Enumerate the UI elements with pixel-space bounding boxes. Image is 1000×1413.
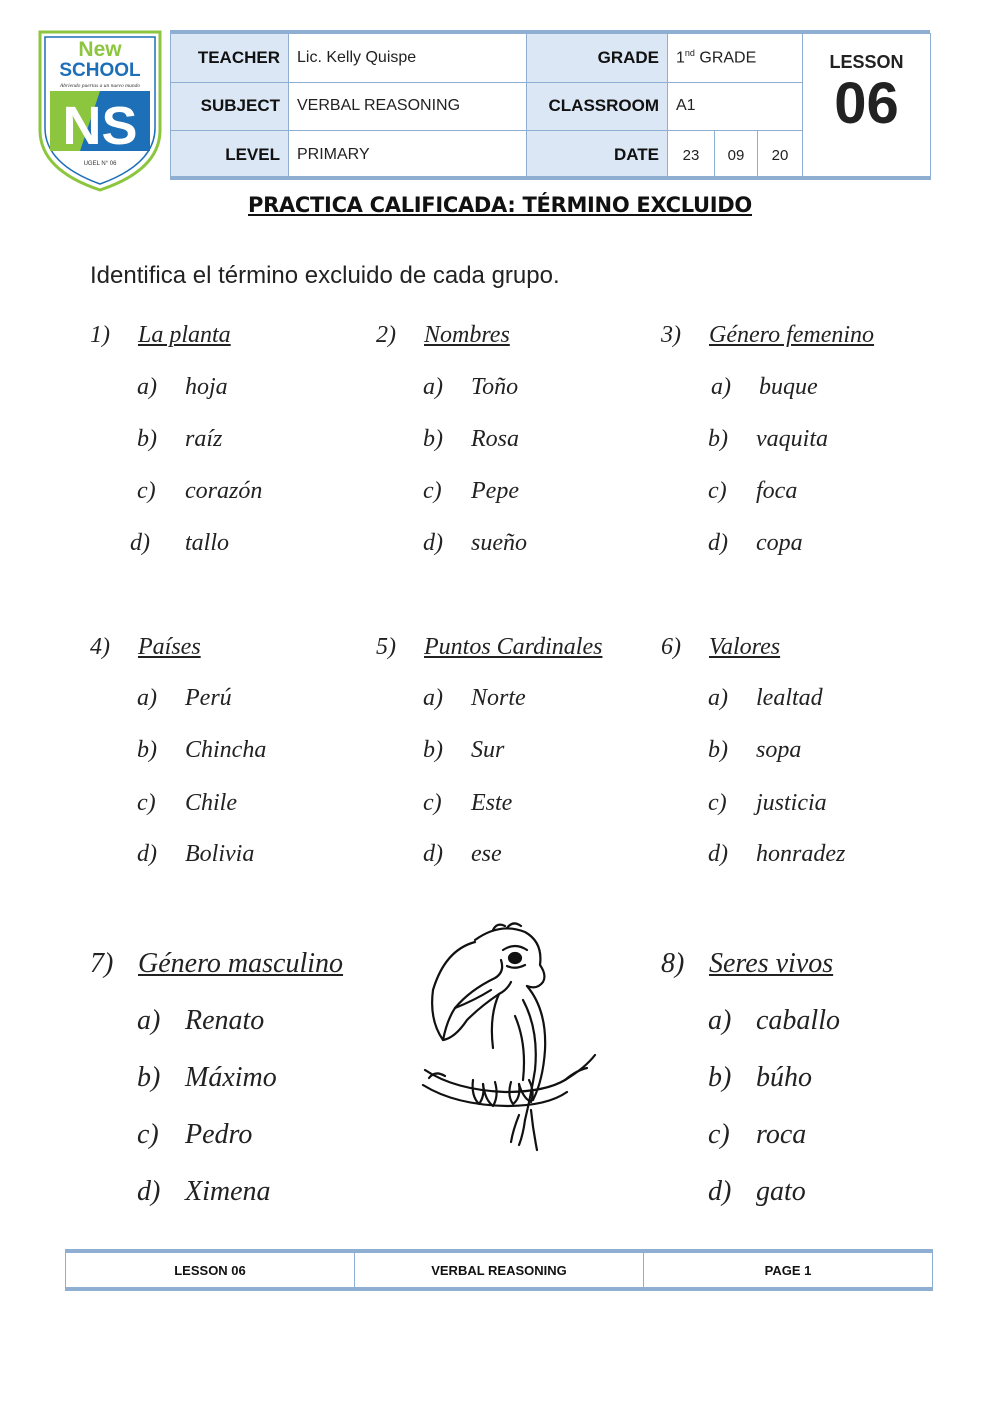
- option-text: sueño: [471, 530, 527, 556]
- option-c: [708, 478, 797, 505]
- option-text: Pepe: [471, 478, 519, 504]
- option-b: [708, 1062, 812, 1094]
- option-letter: b): [423, 426, 443, 452]
- option-letter: d): [137, 841, 157, 867]
- lesson-label: LESSON: [829, 52, 904, 72]
- question-number: 5): [376, 634, 396, 660]
- option-text: roca: [756, 1119, 807, 1150]
- option-text: Rosa: [471, 426, 519, 452]
- option-letter: c): [137, 790, 156, 816]
- page-footer: [65, 1249, 933, 1291]
- option-text: Sur: [471, 737, 505, 763]
- option-b: [137, 1062, 277, 1094]
- option-a: [423, 374, 518, 401]
- option-text: Máximo: [185, 1062, 277, 1093]
- option-letter: c): [137, 1119, 159, 1150]
- option-letter: a): [423, 374, 443, 400]
- option-letter: b): [137, 737, 157, 763]
- question-title: Género femenino: [709, 322, 875, 348]
- option-c: [137, 790, 237, 817]
- header-border-bottom: [170, 176, 930, 180]
- teacher-label: TEACHER: [171, 34, 289, 83]
- level-label: LEVEL: [171, 131, 289, 180]
- option-text: copa: [756, 530, 803, 556]
- date-label: DATE: [527, 131, 668, 180]
- logo-ugel: UGEL N° 06: [83, 161, 117, 167]
- option-letter: c): [708, 478, 727, 504]
- question-number: 6): [661, 634, 681, 660]
- option-a: [137, 1005, 264, 1037]
- option-a: [711, 374, 818, 401]
- option-b: [708, 737, 801, 764]
- option-letter: a): [711, 374, 731, 400]
- option-letter: a): [137, 685, 157, 711]
- grade-label: GRADE: [527, 34, 668, 83]
- option-text: Chile: [185, 790, 237, 816]
- option-letter: a): [708, 685, 728, 711]
- option-letter: a): [423, 685, 443, 711]
- question-title: La planta: [138, 322, 231, 348]
- grade-value: [668, 34, 803, 83]
- page-title: PRACTICA CALIFICADA: TÉRMINO EXCLUIDO: [248, 193, 752, 217]
- logo-brand-top: New: [78, 38, 122, 61]
- option-b: [423, 737, 504, 764]
- option-letter: b): [137, 426, 157, 452]
- question-number: 7): [90, 948, 114, 979]
- option-text: honradez: [756, 841, 846, 867]
- footer-subject: VERBAL REASONING: [355, 1253, 644, 1287]
- footer-lesson: LESSON 06: [66, 1253, 355, 1287]
- option-letter: d): [708, 530, 728, 556]
- option-d: [708, 1176, 806, 1208]
- footer-page: PAGE 1: [644, 1253, 933, 1287]
- option-b: [137, 426, 222, 453]
- option-text: Norte: [471, 685, 526, 711]
- option-text: raíz: [185, 426, 223, 452]
- question-number: 2): [376, 322, 396, 348]
- parrot-drawing-icon: [415, 920, 600, 1155]
- option-text: Renato: [185, 1005, 265, 1036]
- option-b: [708, 426, 828, 453]
- option-text: buque: [759, 374, 818, 400]
- option-a: [137, 374, 228, 401]
- option-letter: d): [423, 841, 443, 867]
- instruction-text: Identifica el término excluido de cada grupo.: [90, 262, 560, 289]
- option-b: [137, 737, 266, 764]
- option-letter: b): [708, 426, 728, 452]
- option-text: Pedro: [185, 1119, 253, 1150]
- option-text: hoja: [185, 374, 228, 400]
- date-month: 09: [715, 131, 758, 180]
- lesson-box: [803, 34, 931, 180]
- option-text: justicia: [756, 790, 827, 816]
- question-3: [661, 322, 941, 562]
- option-d: [137, 841, 254, 868]
- question-title: Países: [138, 634, 201, 660]
- question-number: 4): [90, 634, 110, 660]
- option-c: [423, 790, 512, 817]
- option-a: [137, 685, 232, 712]
- option-text: corazón: [185, 478, 263, 504]
- option-letter: a): [137, 374, 157, 400]
- date-day: 23: [668, 131, 715, 180]
- option-d: [708, 530, 803, 557]
- option-text: Chincha: [185, 737, 267, 763]
- date-year: 20: [758, 131, 803, 180]
- grade-number: 1: [676, 49, 685, 67]
- option-d: [708, 841, 845, 868]
- question-1: [90, 322, 360, 562]
- option-text: lealtad: [756, 685, 823, 711]
- option-letter: b): [137, 1062, 161, 1093]
- question-4: [90, 634, 360, 874]
- classroom-value: A1: [668, 82, 803, 131]
- option-d: [423, 530, 527, 557]
- option-text: ese: [471, 841, 502, 867]
- grade-text: GRADE: [694, 49, 757, 67]
- question-2: [376, 322, 646, 562]
- option-text: búho: [756, 1062, 812, 1093]
- school-logo: [36, 30, 164, 192]
- option-letter: c): [423, 478, 442, 504]
- question-title: Valores: [709, 634, 781, 660]
- option-text: caballo: [756, 1005, 840, 1036]
- option-text: Bolivia: [185, 841, 255, 867]
- option-letter: d): [130, 530, 150, 556]
- option-a: [423, 685, 526, 712]
- option-letter: d): [137, 1176, 161, 1207]
- option-letter: b): [708, 1062, 732, 1093]
- subject-label: SUBJECT: [171, 82, 289, 131]
- question-title: Puntos Cardinales: [424, 634, 603, 660]
- question-number: 8): [661, 948, 685, 979]
- question-title: Nombres: [424, 322, 510, 348]
- question-6: [661, 634, 941, 874]
- option-letter: a): [708, 1005, 732, 1036]
- option-text: vaquita: [756, 426, 828, 452]
- option-letter: c): [708, 790, 727, 816]
- option-c: [708, 1119, 806, 1151]
- subject-value: VERBAL REASONING: [289, 82, 527, 131]
- option-d: [137, 1176, 271, 1208]
- question-title: Seres vivos: [709, 948, 834, 979]
- level-value: PRIMARY: [289, 131, 527, 180]
- option-c: [137, 478, 262, 505]
- question-number: 1): [90, 322, 110, 348]
- option-c: [708, 790, 827, 817]
- question-7: [90, 948, 390, 1218]
- option-letter: b): [423, 737, 443, 763]
- option-c: [423, 478, 519, 505]
- logo-tagline: Abriendo puertas a un nuevo mundo: [59, 83, 141, 89]
- option-text: Perú: [185, 685, 232, 711]
- option-letter: d): [708, 1176, 732, 1207]
- logo-brand-bottom: SCHOOL: [59, 60, 141, 81]
- option-letter: c): [708, 1119, 730, 1150]
- question-number: 3): [661, 322, 681, 348]
- grade-suffix: nd: [684, 48, 695, 59]
- question-5: [376, 634, 656, 874]
- option-text: tallo: [185, 530, 230, 556]
- option-text: Toño: [471, 374, 519, 400]
- option-text: Ximena: [185, 1176, 271, 1207]
- option-text: gato: [756, 1176, 806, 1207]
- option-letter: b): [708, 737, 728, 763]
- option-text: foca: [756, 478, 798, 504]
- option-b: [423, 426, 519, 453]
- option-d: [130, 530, 229, 557]
- option-letter: a): [137, 1005, 161, 1036]
- option-letter: c): [137, 478, 156, 504]
- option-a: [708, 685, 823, 712]
- teacher-value: Lic. Kelly Quispe: [289, 34, 527, 83]
- logo-initials: NS: [62, 96, 138, 156]
- question-8: [661, 948, 941, 1218]
- option-a: [708, 1005, 840, 1037]
- option-text: sopa: [756, 737, 802, 763]
- option-letter: d): [708, 841, 728, 867]
- option-text: Este: [471, 790, 513, 816]
- option-letter: d): [423, 530, 443, 556]
- classroom-label: CLASSROOM: [527, 82, 668, 131]
- option-d: [423, 841, 502, 868]
- option-letter: c): [423, 790, 442, 816]
- option-c: [137, 1119, 252, 1151]
- question-title: Género masculino: [138, 948, 344, 979]
- header-table: [170, 33, 930, 180]
- lesson-number: 06: [834, 71, 899, 136]
